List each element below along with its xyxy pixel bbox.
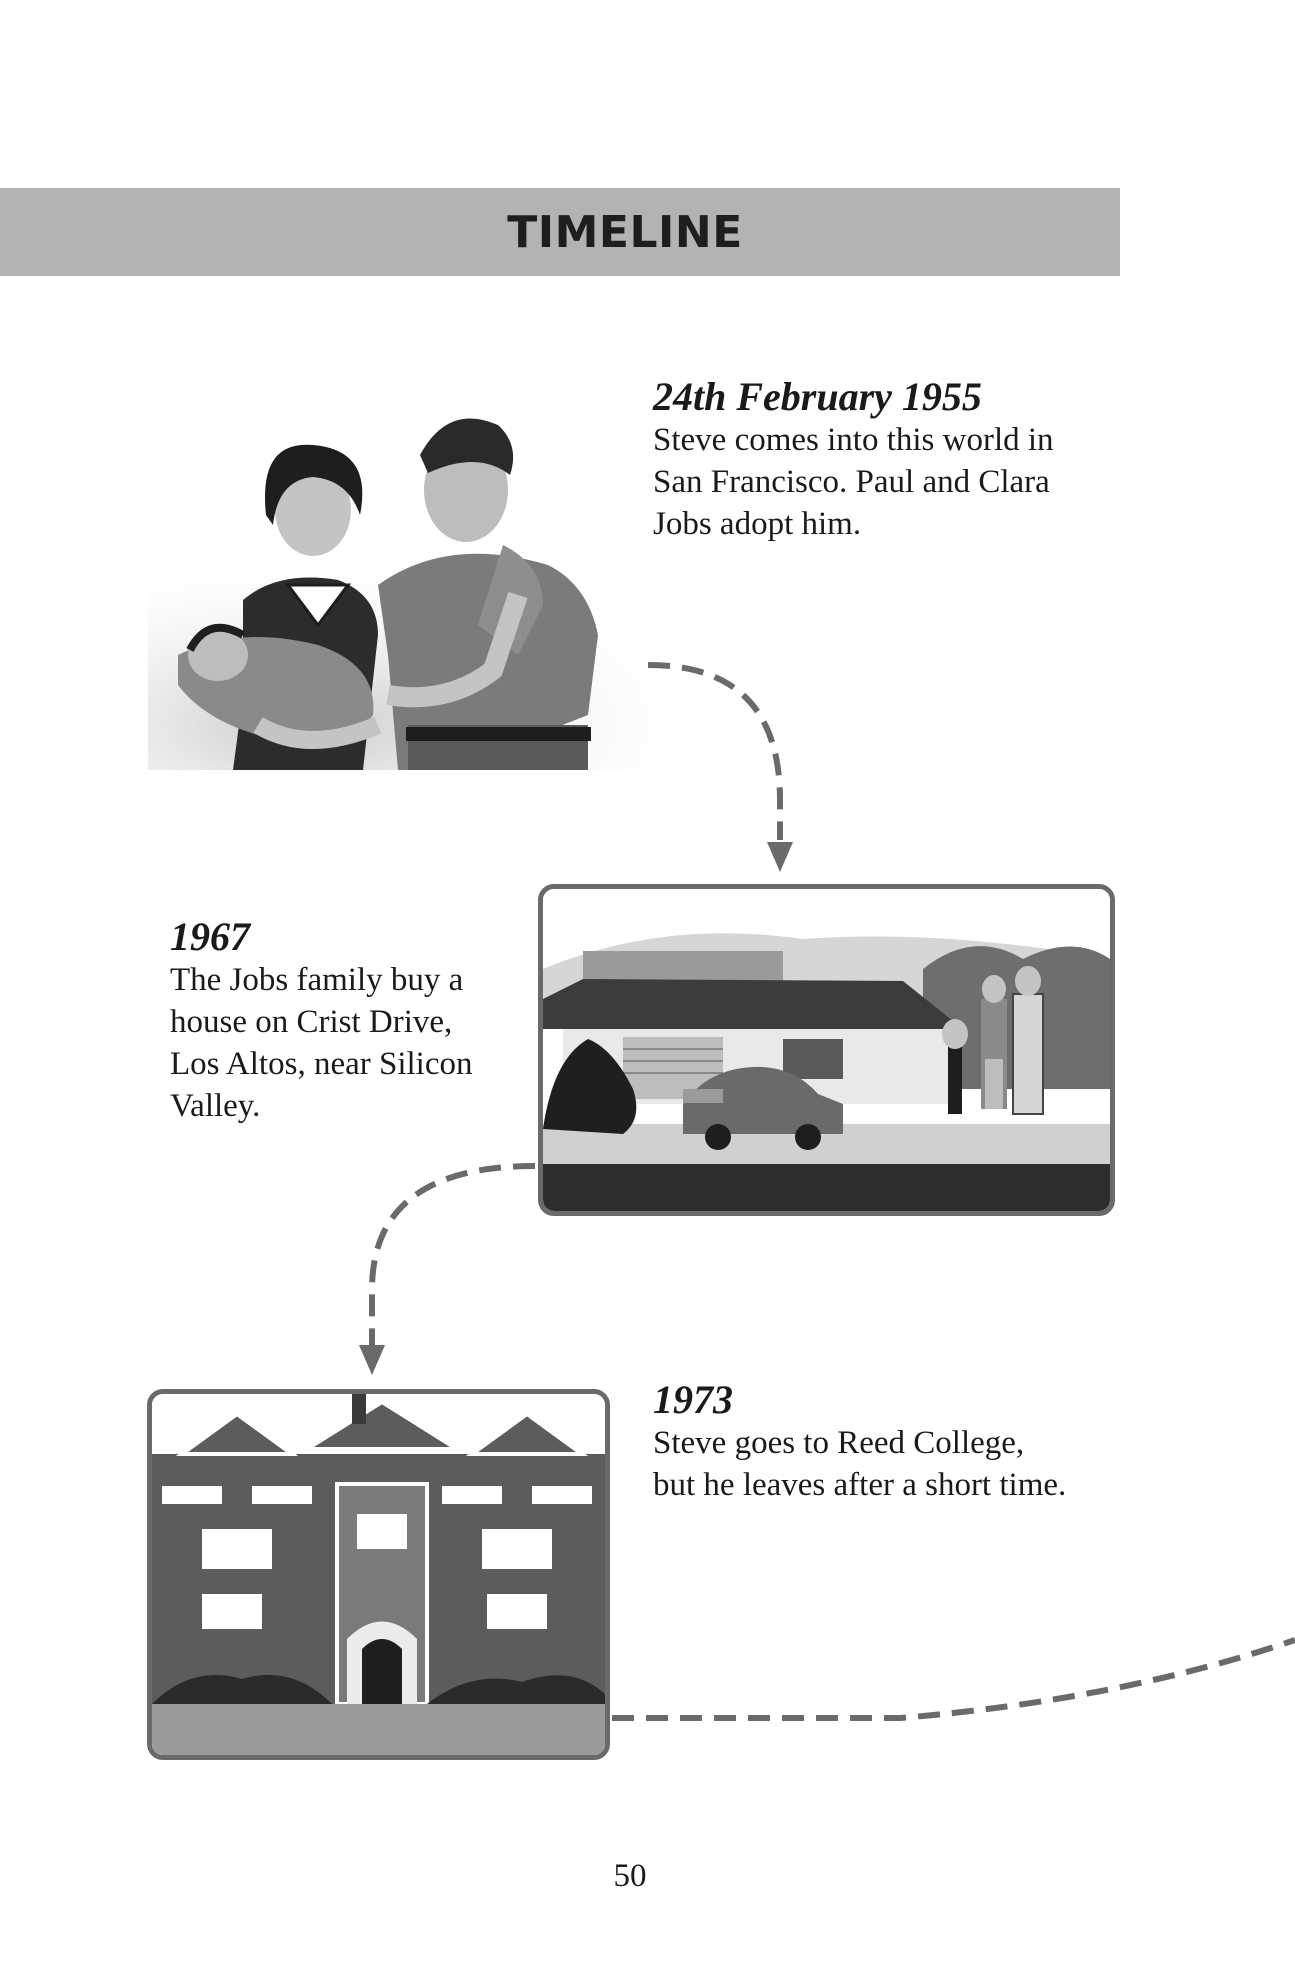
entry-text: Steve goes to Reed College, but he leaves after a short time.: [653, 1425, 1067, 1503]
entry-date: 24th February 1955: [653, 374, 982, 419]
connector-1955-1967: [648, 665, 780, 840]
page-number: 50: [613, 1858, 647, 1894]
arrowhead-down-icon: [359, 1345, 385, 1375]
entry-text: Steve comes into this world in San Francisco. Paul and Clara Jobs adopt him.: [653, 422, 1054, 542]
page-title: TIMELINE: [507, 206, 743, 258]
entry-date: 1973: [653, 1377, 733, 1422]
connector-1967-1973: [372, 1166, 535, 1345]
entry-date: 1967: [170, 914, 250, 959]
connector-1973-next: [612, 1640, 1295, 1718]
arrowhead-down-icon: [767, 842, 793, 872]
entry-text: The Jobs family buy a house on Crist Drive, Los Altos, near Silicon Valley.: [170, 962, 473, 1124]
